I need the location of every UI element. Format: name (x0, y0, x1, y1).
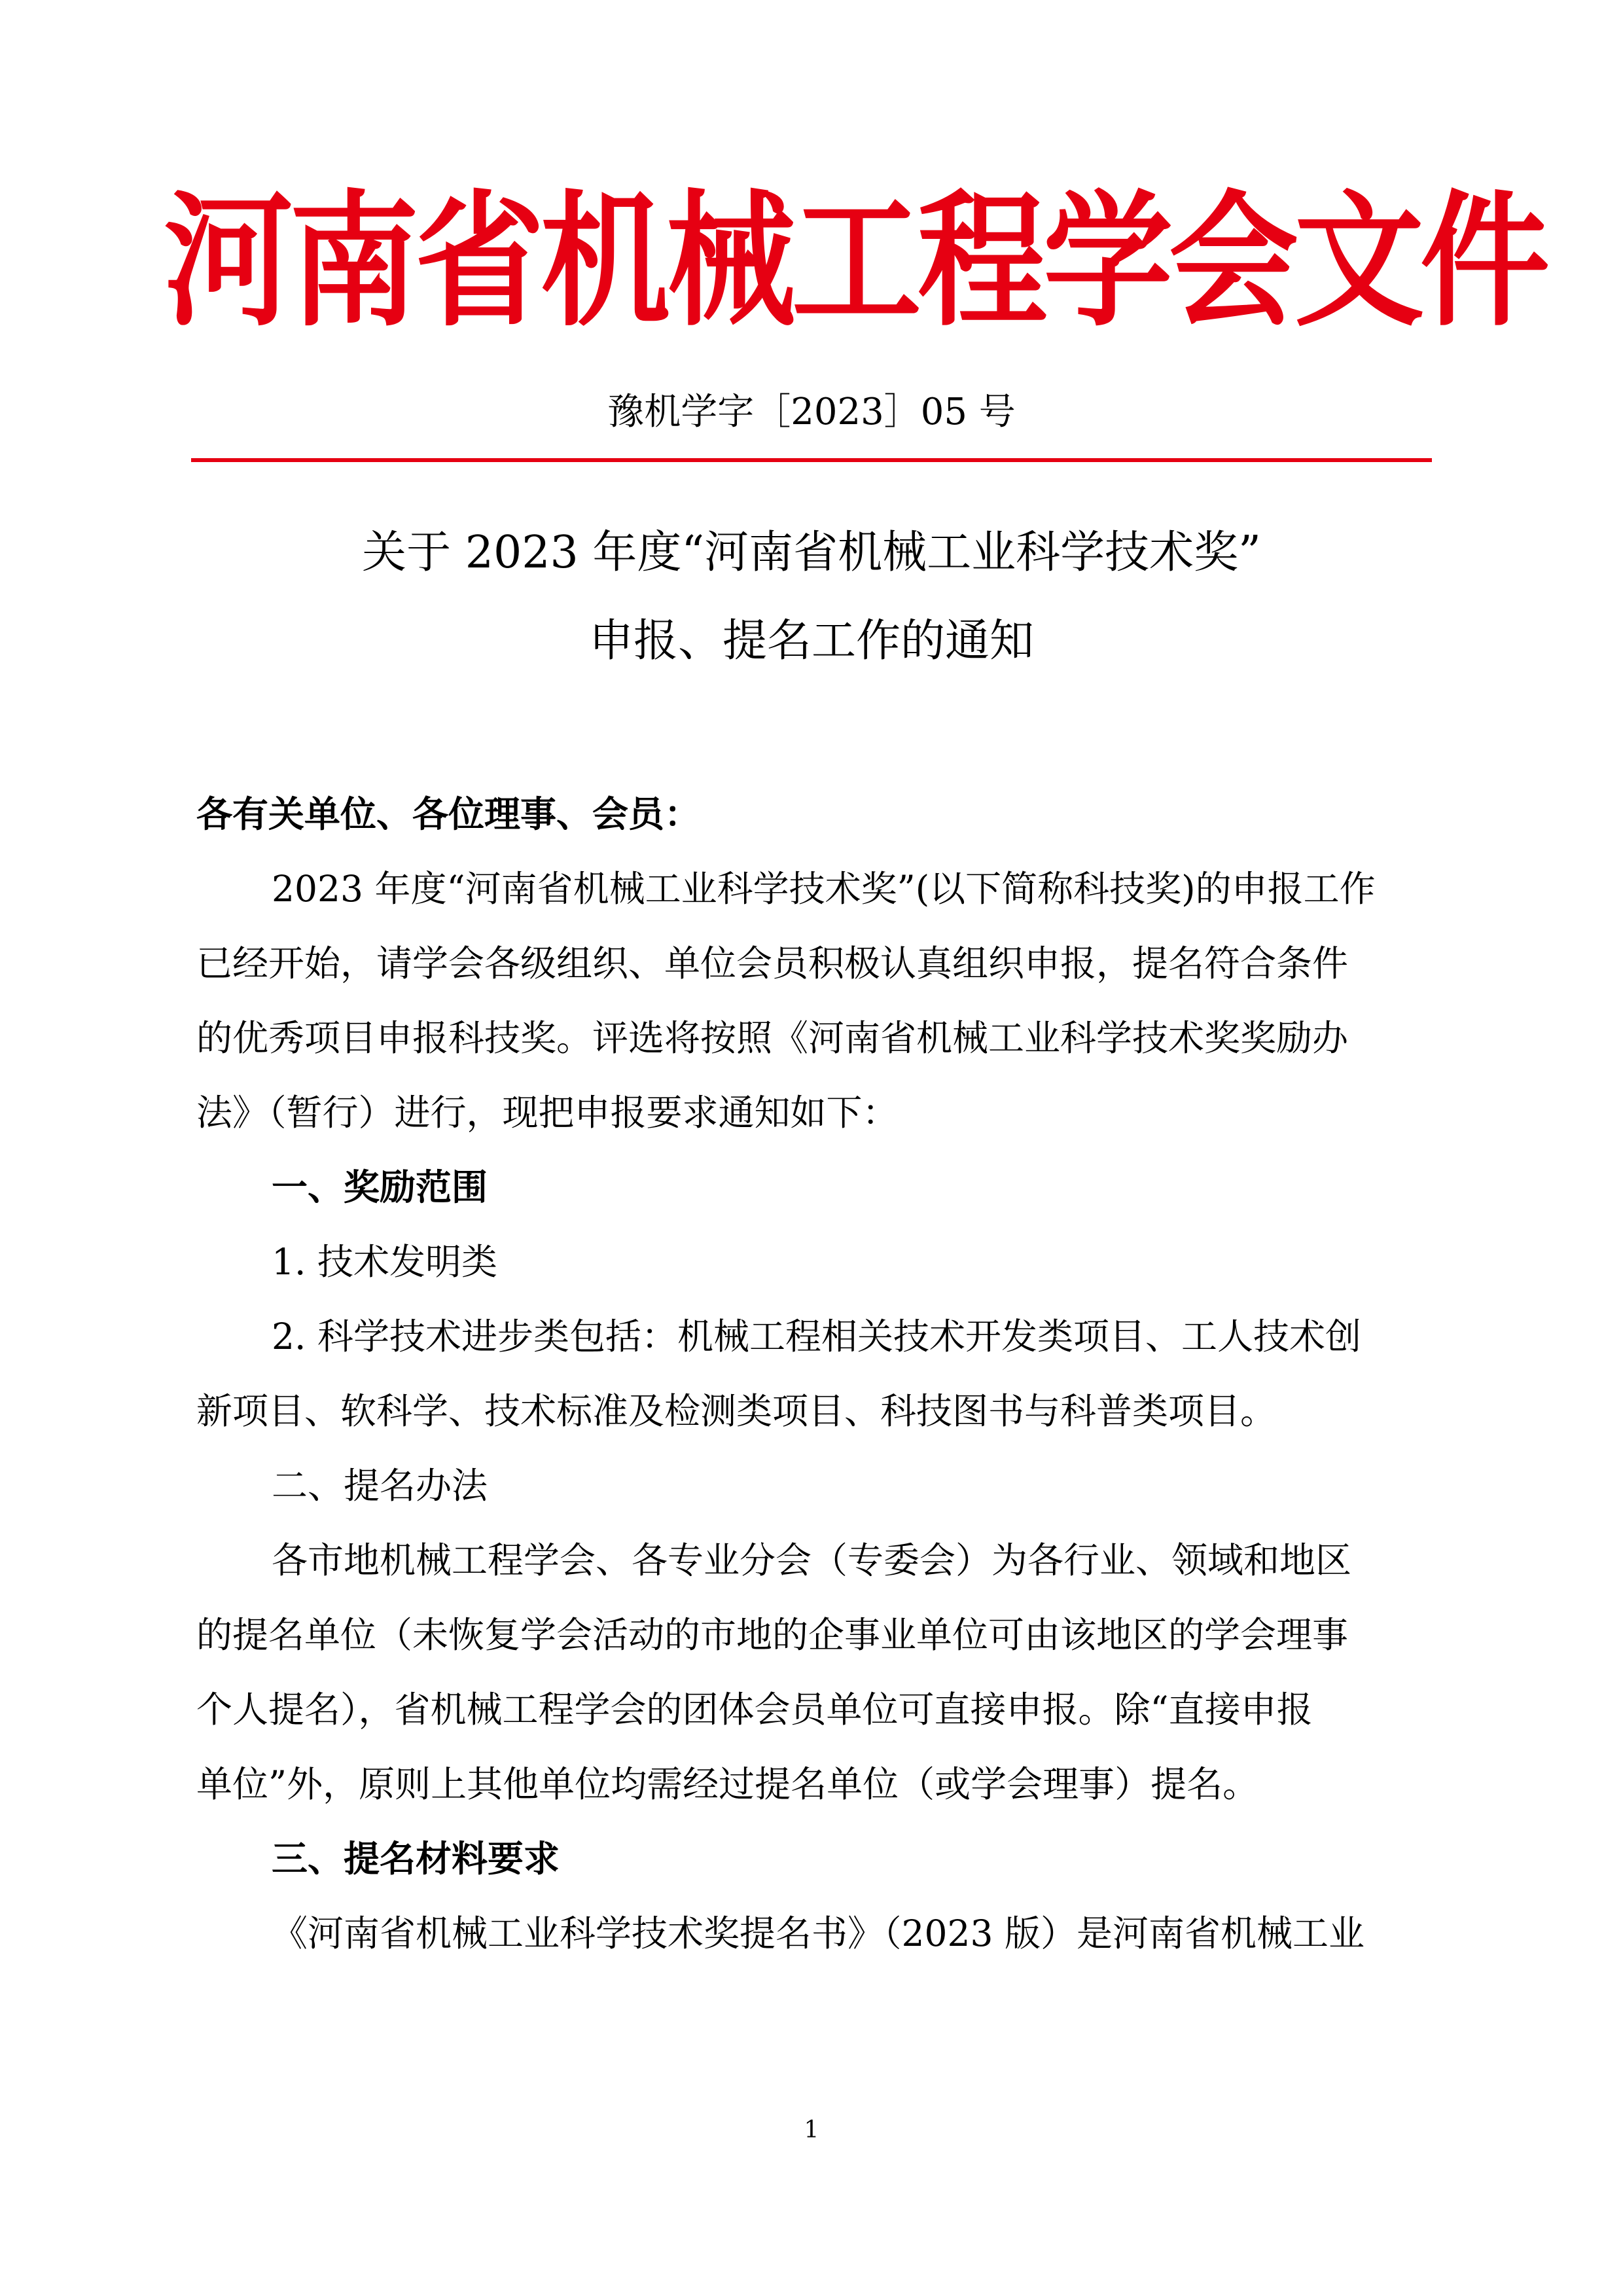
section-2-line: 的提名单位（未恢复学会活动的市地的企事业单位可由该地区的学会理事 (196, 1614, 1349, 1656)
section-2-line: 个人提名），省机械工程学会的团体会员单位可直接申报。除“直接申报 (196, 1689, 1313, 1731)
section-3-line: 《河南省机械工业科学技术奖提名书》（2023 版）是河南省机械工业 (272, 1912, 1364, 1954)
intro-line: 已经开始，请学会各级组织、单位会员积极认真组织申报，提名符合条件 (196, 942, 1349, 984)
section-1-item-1: 1. 技术发明类 (272, 1241, 497, 1283)
notice-title-line-1: 关于 2023 年度“河南省机械工业科学技术奖” (362, 527, 1261, 579)
notice-title-line-2: 申报、提名工作的通知 (588, 615, 1034, 667)
intro-line: 2023 年度“河南省机械工业科学技术奖”(以下简称科技奖)的申报工作 (272, 868, 1376, 910)
intro-line: 法》（暂行）进行，现把申报要求通知如下： (196, 1092, 899, 1134)
org-header-title: 河南省机械工程学会文件 (164, 177, 1546, 346)
section-2-heading: 二、提名办法 (272, 1465, 488, 1507)
intro-line: 的优秀项目申报科技奖。评选将按照《河南省机械工业科学技术奖奖励办 (196, 1017, 1349, 1059)
salutation: 各有关单位、各位理事、会员： (196, 793, 701, 835)
section-2-line: 各市地机械工程学会、各专业分会（专委会）为各行业、领域和地区 (272, 1539, 1352, 1581)
red-divider-rule (191, 458, 1432, 462)
section-3-heading: 三、提名材料要求 (272, 1838, 560, 1880)
section-1-item-2-line: 2. 科学技术进步类包括：机械工程相关技术开发类项目、工人技术创 (272, 1316, 1361, 1357)
document-number: 豫机学字［2023］05 号 (607, 391, 1016, 433)
section-1-item-2-line: 新项目、软科学、技术标准及检测类项目、科技图书与科普类项目。 (196, 1390, 1277, 1432)
page-number: 1 (804, 2117, 819, 2144)
section-1-heading: 一、奖励范围 (272, 1166, 488, 1208)
section-2-line: 单位”外，原则上其他单位均需经过提名单位（或学会理事）提名。 (196, 1763, 1259, 1805)
